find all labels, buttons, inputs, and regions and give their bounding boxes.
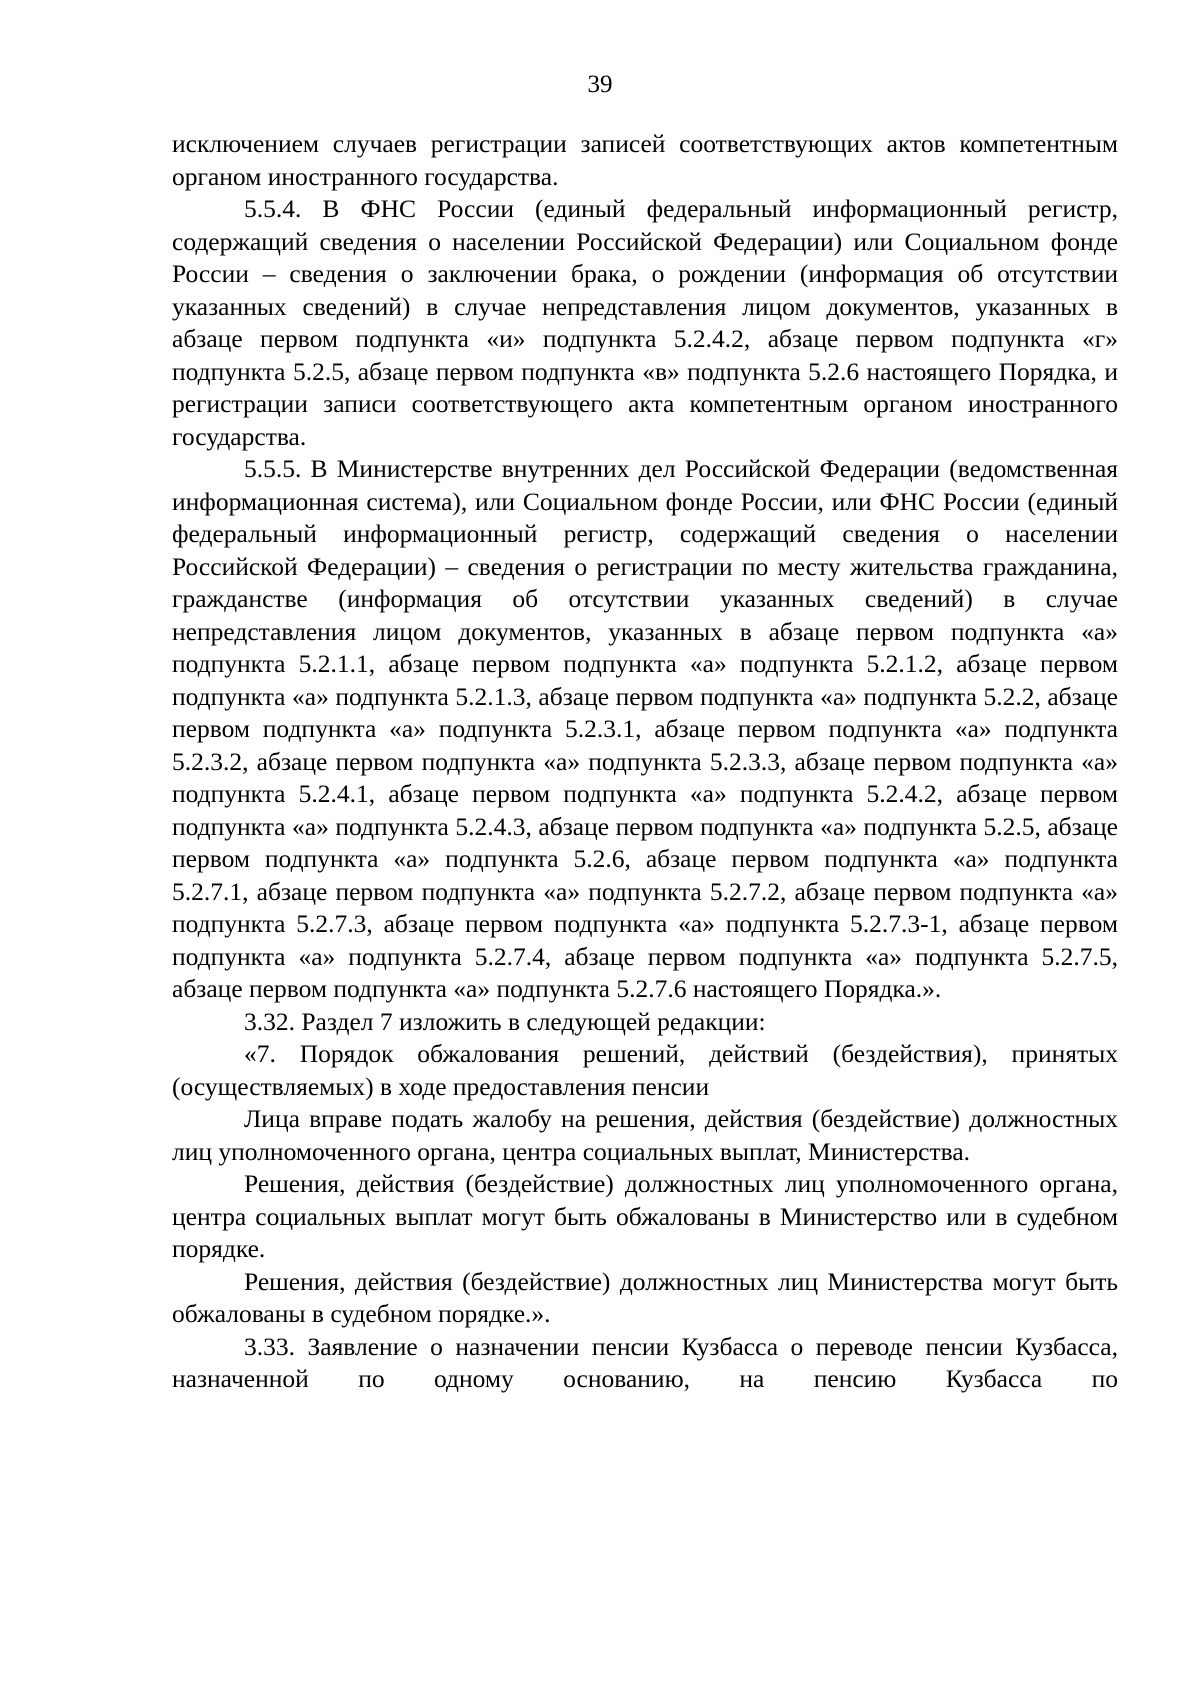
paragraph-3-33: 3.33. Заявление о назначении пенсии Кузбасса о переводе пенсии Кузбасса, назначенной по одному основанию, на пенсию Кузбасса по [172,1331,1118,1393]
paragraph-appeal-ministry: Решения, действия (бездействие) должностных лиц Министерства могут быть обжалованы в судебном порядке.». [172,1266,1118,1328]
document-body [172,128,1118,1396]
paragraph-complaint-right: Лица вправе подать жалобу на решения, действия (бездействие) должностных лиц уполномоченного органа, центра социальных выплат, Министерства. [172,1104,1118,1166]
section-7-heading: «7. Порядок обжалования решений, действий (бездействия), принятых (осуществляемых) в ходе предоставления пенсии [172,1039,1118,1101]
paragraph-continuation: исключением случаев регистрации записей соответствующих актов компетентным органом иностранного государства. [172,129,1118,191]
paragraph-5-5-5: 5.5.5. В Министерстве внутренних дел Российской Федерации (ведомственная информационная система), или Социальном фонде России, или ФНС России (единый федеральный информационный регистр, содержащий сведения о населении Российской Федерации) – сведения о регистрации по месту жительства гражданина, гражданстве (информация об отсутствии указанных сведений) в случае непредставления лицом документов, указанных в абзаце первом подпункта «а» подпункта 5.2.1.1, абзаце первом подпункта «а» подпункта 5.2.1.2, абзаце первом подпункта «а» подпункта 5.2.1.3, абзаце первом подпункта «а» подпункта 5.2.2, абзаце первом подпункта «а» подпункта 5.2.3.1, абзаце первом подпункта «а» подпункта 5.2.3.2, абзаце первом подпункта «а» подпункта 5.2.3.3, абзаце первом подпункта «а» подпункта 5.2.4.1, абзаце первом подпункта «а» подпункта 5.2.4.2, абзаце первом подпункта «а» подпункта 5.2.4.3, абзаце первом подпункта «а» подпункта 5.2.5, абзаце первом подпункта «а» подпункта 5.2.6, абзаце первом подпункта «а» подпункта 5.2.7.1, абзаце первом подпункта «а» подпункта 5.2.7.2, абзаце первом подпункта «а» подпункта 5.2.7.3, абзаце первом подпункта «а» подпункта 5.2.7.3-1, абзаце первом подпункта «а» подпункта 5.2.7.4, абзаце первом подпункта «а» подпункта 5.2.7.5, абзаце первом подпункта «а» подпункта 5.2.7.6 настоящего Порядка.». [172,454,1118,1003]
paragraph-appeal-authority: Решения, действия (бездействие) должностных лиц уполномоченного органа, центра социальных выплат могут быть обжалованы в Министерство или в судебном порядке. [172,1169,1118,1263]
paragraph-3-32: 3.32. Раздел 7 изложить в следующей редакции: [244,1006,766,1036]
page-number: 39 [587,71,613,98]
paragraph-5-5-4: 5.5.4. В ФНС России (единый федеральный информационный регистр, содержащий сведения о населении Российской Федерации) или Социальном фонде России – сведения о заключении брака, о рождении (информация об отсутствии указанных сведений) в случае непредставления лицом документов, указанных в абзаце первом подпункта «и» подпункта 5.2.4.2, абзаце первом подпункта «г» подпункта 5.2.5, абзаце первом подпункта «в» подпункта 5.2.6 настоящего Порядка, и регистрации записи соответствующего акта компетентным органом иностранного государства. [172,194,1118,451]
